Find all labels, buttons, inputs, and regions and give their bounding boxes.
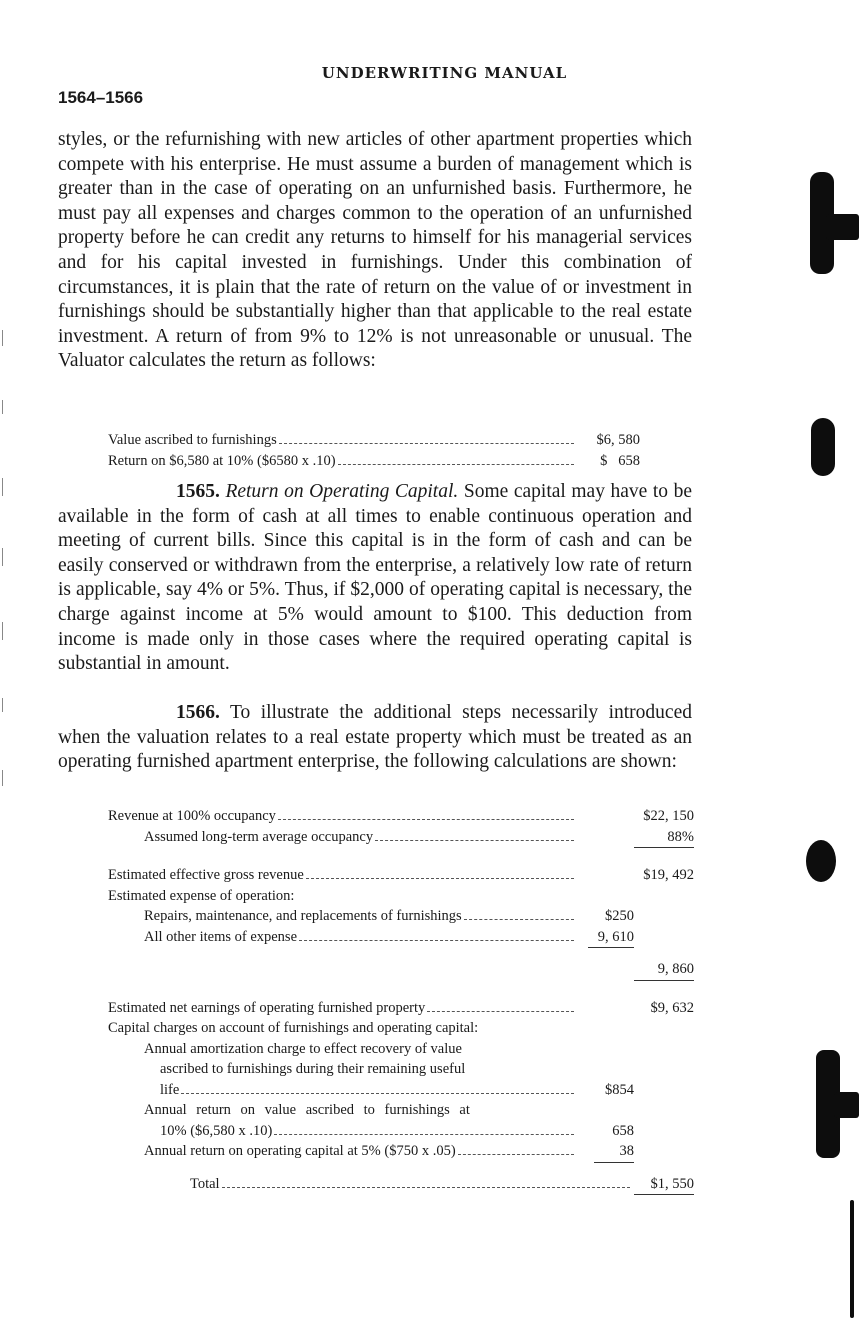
dotted-leader [181,1093,574,1094]
calc-row-return [108,451,640,472]
furnishing-return-row-2 [108,1121,694,1142]
row-amount: $250 [605,908,634,924]
net-earnings-row [108,998,694,1019]
page-edge-curve [850,1200,854,1318]
rule-line [634,847,694,848]
running-header-title: UNDERWRITING MANUAL [321,64,568,82]
calc-label: Value ascribed to furnishings [108,432,277,448]
binding-mark-middle [811,418,835,476]
row-amount: 38 [619,1143,634,1159]
dotted-leader [274,1134,574,1135]
paragraph-1564: styles, or the refurnishing with new articles of other apartment properties which compete with his enterprise. He must assume a burden of management which is greater than in the case of operating on an unfurnished basis. Furthermore, he must pay all expenses and charges common to the operation of an unfurnished property before he can credit any returns to himself for his managerial services and for his capital invested in furnishings. Under this combination of circumstances, it is plain that the rate of return on the value of or investment in furnishings should be substantially higher than that applicable to the real estate investment. A return of from 9% to 12% is not unreasonable or unusual. The Valuator calculates the return as follows: [58,129,692,372]
dotted-leader [458,1154,574,1155]
row-label: All other items of expense [144,928,298,945]
rule-row [108,980,694,990]
row-amount: $19, 492 [643,867,694,883]
rule-row [108,1162,694,1174]
rule-row [108,847,694,857]
capital-heading-row [108,1018,694,1039]
expense-total-row [108,959,694,980]
paragraph-1565 [58,480,692,677]
paragraph-1566 [58,701,692,775]
operating-capital-row [108,1141,694,1162]
scan-mark [2,770,3,786]
revenue-row [108,806,694,827]
row-label: Revenue at 100% occupancy [108,808,276,824]
section-number: 1566. [176,702,220,723]
row-label: Capital charges on account of furnishings and operating capital: [108,1020,479,1036]
row-amount: $22, 150 [643,808,694,824]
expense-heading-row [108,886,694,907]
row-label: ascribed to furnishings during their remaining useful [160,1061,466,1077]
amortization-row-1 [108,1039,694,1060]
dotted-leader [222,1187,630,1188]
calc-amount: $6, 580 [596,432,640,448]
row-label: Annual return on operating capital at 5% ($750 x .05) [144,1143,456,1159]
amortization-row-2 [108,1059,694,1080]
row-amount: $854 [605,1081,634,1098]
row-label: Repairs, maintenance, and replacements of furnishings [144,908,462,924]
section-text: To illustrate the additional steps necessarily introduced when the valuation relates to a real estate property which must be treated as an operating furnished apartment enterprise, the following calculations are shown: [58,702,692,773]
row-amount: $1, 550 [650,1175,694,1192]
dotted-leader [299,940,574,941]
rule-line [634,1194,694,1195]
row-amount: 9, 610 [597,928,634,945]
other-expense-row [108,927,694,948]
rule-line [588,947,634,948]
row-label: Annual return on value ascribed to furnishings at [144,1102,470,1118]
rule-line [634,980,694,981]
section-title: Return on Operating Capital. [225,481,459,502]
rule-row [108,1194,694,1208]
row-amount: 658 [612,1122,634,1139]
furnishings-return-calculation [108,430,640,471]
row-amount: $9, 632 [650,999,694,1016]
total-row [108,1174,694,1195]
row-label: Estimated expense of operation: [108,887,295,904]
row-label: Assumed long-term average occupancy [144,828,374,845]
calc-amount: $ 658 [600,452,640,469]
repairs-row [108,906,694,927]
row-label: 10% ($6,580 x .10) [160,1122,273,1139]
furnishing-return-row-1 [108,1100,694,1121]
binding-mark-top-arm [826,214,859,240]
row-label: Total [190,1175,220,1192]
section-number: 1565. [176,481,220,502]
dotted-leader [306,878,574,879]
scan-mark [2,330,3,346]
scan-mark [2,400,3,414]
scan-mark [2,548,3,566]
occupancy-row [108,827,694,848]
calc-label: Return on $6,580 at 10% ($6580 x .10) [108,452,336,469]
amortization-row-3 [108,1080,694,1101]
dotted-leader [375,840,574,841]
egr-row [108,865,694,886]
row-amount: 88% [667,828,694,845]
section-range: 1564–1566 [58,88,144,107]
punch-hole [806,840,836,882]
calc-row-value-ascribed [108,430,640,451]
scan-mark [2,478,3,496]
rule-line [594,1162,634,1163]
section-text: Some capital may have to be available in the form of cash at all times to enable continuous operation and meeting of current bills. Since this capital is in the form of cash and can be easily conserved or withdrawn from the enterprise, a relatively low rate of return is applicable, say 4% or 5%. Thus, if $2,000 of operating capital is necessary, the charge against income at 5% would amount to $100. This deduction from income is made only in those cases where the required operating capital is substantial in amount. [58,481,693,675]
row-label: Estimated effective gross revenue [108,867,304,883]
dotted-leader [427,1011,574,1012]
binding-mark-bottom-arm [834,1092,859,1118]
row-label: Annual amortization charge to effect recovery of value [144,1040,462,1057]
dotted-leader [338,464,574,465]
row-label: life [160,1081,180,1098]
row-amount: 9, 860 [657,961,694,977]
rule-row [108,947,694,959]
dotted-leader [279,443,574,444]
scan-mark [2,622,3,640]
dotted-leader [278,819,574,820]
dotted-leader [464,919,574,920]
furnished-apartment-calculation [108,806,694,1208]
scan-mark [2,698,3,712]
row-label: Estimated net earnings of operating furnished property [108,999,426,1016]
